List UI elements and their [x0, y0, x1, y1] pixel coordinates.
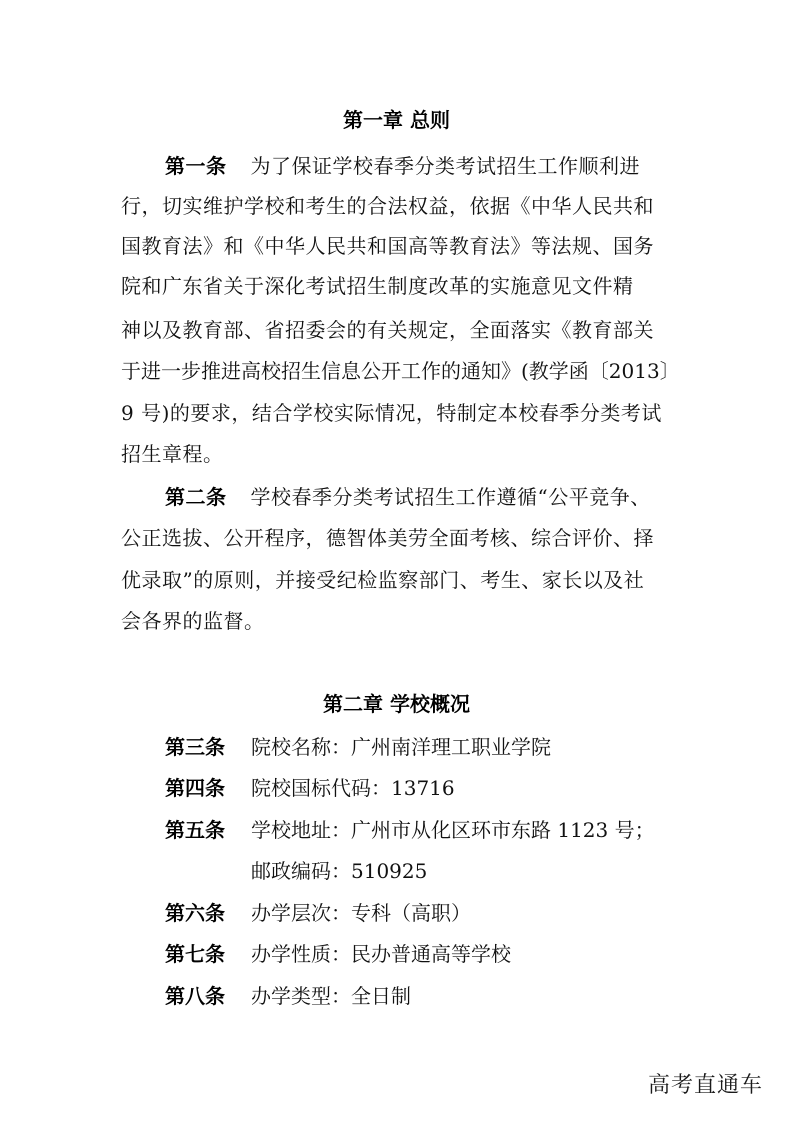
watermark-logo: 高考直通车 [647, 1073, 763, 1098]
article6-label: 第六条 [165, 901, 225, 925]
article5-label: 第五条 [165, 818, 225, 842]
article1-line-6: 9 号)的要求，结合学校实际情况，特制定本校春季分类考试 [121, 401, 662, 425]
postal-code-text: 邮政编码：510925 [251, 859, 428, 883]
article1-line-1: 行，切实维护学校和考生的合法权益，依据《中华人民共和 [121, 194, 654, 218]
article3-text: 院校名称：广州南洋理工职业学院 [251, 735, 551, 759]
article3-label: 第三条 [165, 735, 225, 759]
article4-row [165, 772, 455, 801]
article2-first-line [165, 481, 651, 510]
article8-row [165, 980, 411, 1009]
article4-text: 院校国标代码：13716 [251, 776, 455, 800]
article2-line-2: 优录取”的原则，并接受纪检监察部门、考生、家长以及社 [121, 568, 645, 592]
article1-first-line [165, 150, 640, 179]
chapter1-title: 第一章 总则 [343, 108, 450, 132]
article4-label: 第四条 [165, 776, 225, 800]
article2-line-1: 公正选拔、公开程序，德智体美劳全面考核、综合评价、择 [121, 526, 654, 550]
article8-label: 第八条 [165, 984, 225, 1008]
article7-label: 第七条 [165, 942, 225, 966]
article7-text: 办学性质：民办普通高等学校 [251, 942, 511, 966]
article5-text: 学校地址：广州市从化区环市东路 1123 号； [251, 818, 655, 842]
article1-line-5: 于进一步推进高校招生信息公开工作的通知》(教学函〔2013〕 [121, 359, 680, 383]
article1-label: 第一条 [165, 154, 227, 178]
chapter2-title: 第二章 学校概况 [323, 692, 470, 716]
article2-label: 第二条 [165, 485, 227, 509]
article6-row [165, 897, 471, 926]
postal-code-row [165, 855, 427, 884]
article8-text: 办学类型：全日制 [251, 984, 411, 1008]
article1-line-2: 国教育法》和《中华人民共和国高等教育法》等法规、国务 [121, 234, 654, 258]
article1-line-0: 为了保证学校春季分类考试招生工作顺利进 [250, 154, 640, 178]
article2-line-0: 学校春季分类考试招生工作遵循“公平竞争、 [250, 485, 651, 509]
article1-line-7: 招生章程。 [121, 442, 224, 466]
article7-row [165, 938, 511, 967]
article3-row [165, 731, 551, 760]
article5-row [165, 814, 655, 843]
article1-line-3: 院和广东省关于深化考试招生制度改革的实施意见文件精 [121, 274, 634, 298]
article2-line-3: 会各界的监督。 [121, 609, 265, 633]
article1-line-4: 神以及教育部、省招委会的有关规定，全面落实《教育部关 [121, 318, 654, 342]
article6-text: 办学层次：专科（高职） [251, 901, 471, 925]
